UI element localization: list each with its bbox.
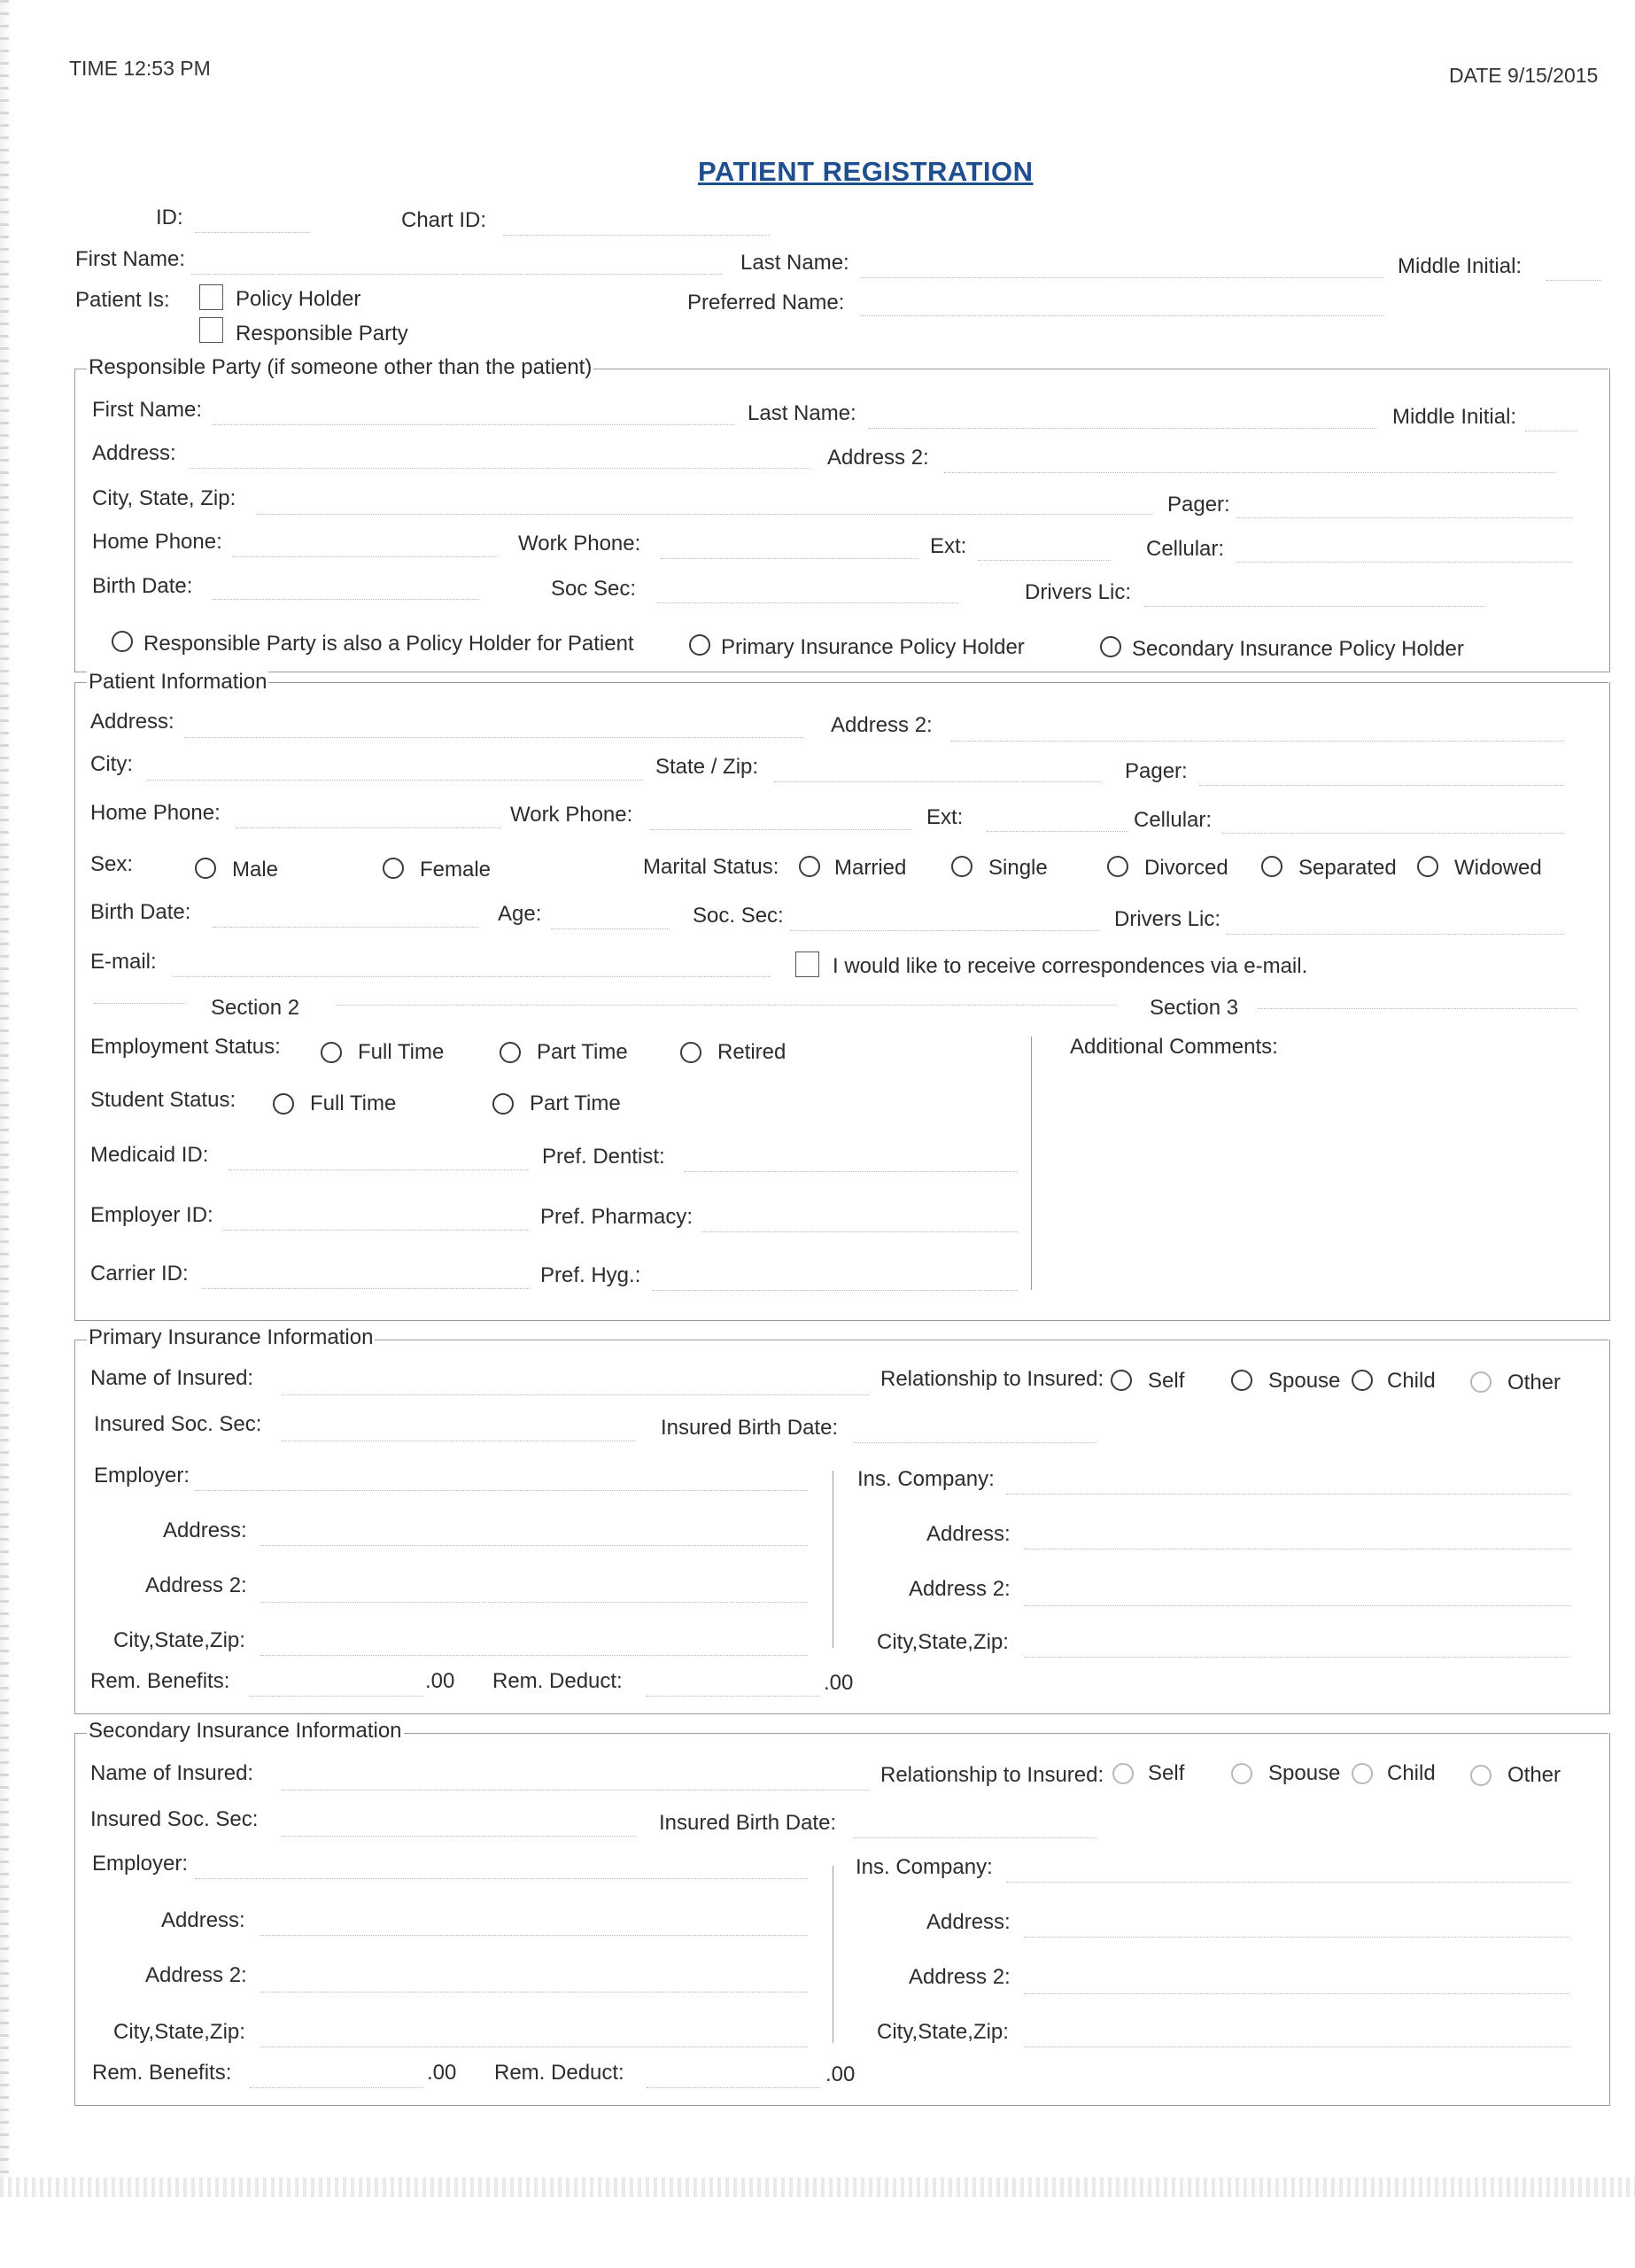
sec-spouse-radio[interactable]	[1231, 1763, 1252, 1784]
pri-city-label: City,State,Zip:	[113, 1628, 245, 1652]
pri-ins-address2-field[interactable]	[1024, 1605, 1569, 1606]
pt-city-field[interactable]	[147, 780, 643, 781]
last-name-label: Last Name:	[740, 251, 849, 275]
additional-comments-label: Additional Comments:	[1070, 1035, 1278, 1059]
rp-also-policy-label: Responsible Party is also a Policy Holder for Patient	[143, 632, 634, 656]
chart-id-label: Chart ID:	[401, 208, 487, 232]
pref-dentist-field[interactable]	[684, 1171, 1017, 1172]
rp-address2-label: Address 2:	[827, 446, 929, 470]
sec-spouse-label: Spouse	[1268, 1761, 1341, 1785]
pt-age-field[interactable]	[551, 928, 670, 929]
employer-id-label: Employer ID:	[90, 1203, 213, 1227]
sec-child-radio[interactable]	[1352, 1763, 1373, 1784]
pri-rem-deduct-field[interactable]	[647, 1696, 820, 1697]
sec-ins-address-label: Address:	[926, 1910, 1011, 1934]
pt-married-radio[interactable]	[799, 856, 820, 877]
rp-soc-sec-field[interactable]	[657, 602, 958, 603]
pri-address-label: Address:	[163, 1518, 247, 1542]
section3-label: Section 3	[1150, 996, 1239, 1020]
carrier-id-field[interactable]	[202, 1288, 530, 1289]
pri-relationship-label: Relationship to Insured:	[880, 1367, 1104, 1391]
sec-rem-deduct-label: Rem. Deduct:	[494, 2061, 624, 2085]
pri-ins-company-field[interactable]	[1006, 1494, 1569, 1495]
rp-pager-label: Pager:	[1167, 493, 1230, 517]
rp-cellular-label: Cellular:	[1146, 537, 1225, 561]
pt-email-opt-checkbox[interactable]	[795, 951, 819, 977]
secondary-section-label: Secondary Insurance Information	[89, 1719, 402, 1743]
rp-home-phone-field[interactable]	[232, 556, 498, 557]
sec-ins-company-field[interactable]	[1006, 1882, 1569, 1883]
rp-home-phone-label: Home Phone:	[92, 530, 222, 554]
sec-other-label: Other	[1507, 1763, 1561, 1787]
employer-id-field[interactable]	[223, 1230, 530, 1231]
rp-birth-date-field[interactable]	[213, 599, 478, 600]
print-time: TIME 12:53 PM	[69, 57, 211, 80]
preferred-name-field[interactable]	[861, 315, 1383, 316]
pri-rem-benefits-field[interactable]	[250, 1696, 423, 1697]
pt-cellular-label: Cellular:	[1134, 808, 1213, 832]
pt-birth-date-label: Birth Date:	[90, 900, 191, 924]
pt-home-phone-field[interactable]	[236, 827, 501, 828]
page-bottom-edge	[0, 2178, 1635, 2197]
pt-widowed-radio[interactable]	[1417, 856, 1438, 877]
pri-spouse-label: Spouse	[1268, 1369, 1341, 1393]
pt-divorced-radio[interactable]	[1107, 856, 1128, 877]
patient-section	[74, 682, 1610, 1321]
rp-also-policy-radio[interactable]	[112, 631, 133, 652]
pt-birth-date-field[interactable]	[213, 927, 478, 928]
rp-secondary-holder-label: Secondary Insurance Policy Holder	[1132, 637, 1464, 661]
pri-birth-date-field[interactable]	[854, 1442, 1096, 1443]
sec-other-radio[interactable]	[1470, 1765, 1492, 1786]
rp-last-name-field[interactable]	[868, 428, 1376, 429]
rp-primary-holder-label: Primary Insurance Policy Holder	[721, 635, 1025, 659]
section2-label: Section 2	[211, 996, 300, 1020]
primary-section-label: Primary Insurance Information	[89, 1325, 374, 1349]
pri-employer-label: Employer:	[94, 1464, 190, 1487]
pt-address2-field[interactable]	[951, 741, 1564, 742]
pt-home-phone-label: Home Phone:	[90, 801, 221, 825]
rp-first-name-field[interactable]	[213, 424, 735, 425]
pref-dentist-label: Pref. Dentist:	[542, 1145, 665, 1169]
policy-holder-checkbox[interactable]	[199, 284, 223, 310]
pt-age-label: Age:	[498, 902, 542, 926]
emp-full-time-radio[interactable]	[321, 1042, 342, 1063]
pt-male-label: Male	[232, 858, 279, 882]
pt-divorced-label: Divorced	[1144, 856, 1228, 880]
emp-retired-label: Retired	[717, 1040, 787, 1064]
pri-other-label: Other	[1507, 1371, 1561, 1394]
pt-single-radio[interactable]	[951, 856, 972, 877]
stu-part-time-radio[interactable]	[492, 1093, 514, 1115]
pref-hyg-label: Pref. Hyg.:	[540, 1263, 641, 1287]
pt-soc-sec-label: Soc. Sec:	[693, 904, 784, 928]
sec-ins-address2-field[interactable]	[1024, 1993, 1569, 1994]
page-title: PATIENT REGISTRATION	[698, 156, 1034, 187]
chart-id-field[interactable]	[503, 235, 769, 236]
pri-birth-date-label: Insured Birth Date:	[661, 1416, 839, 1440]
pt-widowed-label: Widowed	[1454, 856, 1542, 880]
pri-ins-city-field[interactable]	[1024, 1657, 1569, 1658]
emp-part-time-label: Part Time	[537, 1040, 628, 1064]
pri-child-radio[interactable]	[1352, 1370, 1373, 1391]
pref-pharmacy-label: Pref. Pharmacy:	[540, 1205, 694, 1229]
pri-ins-address2-label: Address 2:	[909, 1577, 1011, 1601]
pri-employer-field[interactable]	[195, 1490, 808, 1491]
pt-married-label: Married	[834, 856, 907, 880]
sec-self-label: Self	[1148, 1761, 1185, 1785]
pri-city-field[interactable]	[260, 1655, 808, 1656]
pt-separated-label: Separated	[1298, 856, 1397, 880]
sec-ins-city-label: City,State,Zip:	[877, 2020, 1009, 2044]
pri-rem-deduct-value: .00	[824, 1671, 854, 1695]
pt-separated-radio[interactable]	[1261, 856, 1282, 877]
pref-pharmacy-field[interactable]	[701, 1231, 1017, 1232]
emp-part-time-radio[interactable]	[500, 1042, 521, 1063]
pri-self-label: Self	[1148, 1369, 1185, 1393]
sec-city-label: City,State,Zip:	[113, 2020, 245, 2044]
pri-soc-sec-label: Insured Soc. Sec:	[94, 1412, 262, 1436]
sec-ins-address-field[interactable]	[1024, 1937, 1569, 1938]
perforated-edge	[0, 0, 9, 2197]
rp-middle-initial-label: Middle Initial:	[1392, 405, 1517, 429]
sec-name-label: Name of Insured:	[90, 1761, 254, 1785]
section-divider-mid	[337, 1005, 1116, 1006]
pri-other-radio[interactable]	[1470, 1371, 1492, 1393]
sec-relationship-label: Relationship to Insured:	[880, 1763, 1104, 1787]
pt-soc-sec-field[interactable]	[790, 930, 1100, 931]
rp-primary-holder-radio[interactable]	[689, 634, 710, 656]
pri-address2-label: Address 2:	[145, 1573, 247, 1597]
patient-section-label: Patient Information	[89, 670, 267, 694]
section-vertical-divider	[1031, 1037, 1032, 1290]
pt-address2-label: Address 2:	[831, 713, 933, 737]
pt-drivers-lic-field[interactable]	[1226, 934, 1564, 935]
pt-work-phone-label: Work Phone:	[510, 803, 633, 827]
id-field[interactable]	[195, 232, 310, 233]
middle-initial-field[interactable]	[1546, 280, 1601, 281]
sec-birth-date-label: Insured Birth Date:	[659, 1811, 837, 1835]
pt-email-label: E-mail:	[90, 950, 157, 974]
sec-ins-address2-label: Address 2:	[909, 1965, 1011, 1989]
employment-status-label: Employment Status:	[90, 1035, 281, 1059]
pt-drivers-lic-label: Drivers Lic:	[1114, 907, 1221, 931]
rp-city-state-zip-label: City, State, Zip:	[92, 486, 236, 510]
pt-single-label: Single	[988, 856, 1048, 880]
sec-rem-benefits-field[interactable]	[250, 2087, 423, 2088]
pt-ext-field[interactable]	[987, 831, 1128, 832]
pt-state-zip-field[interactable]	[774, 781, 1102, 782]
sec-birth-date-field[interactable]	[854, 1837, 1096, 1838]
pri-ins-company-label: Ins. Company:	[857, 1467, 995, 1491]
rp-first-name-label: First Name:	[92, 398, 203, 422]
primary-insurance-section	[74, 1340, 1610, 1714]
section3-divider-right	[1258, 1008, 1577, 1009]
rp-birth-date-label: Birth Date:	[92, 574, 193, 598]
rp-pager-field[interactable]	[1236, 517, 1573, 518]
sec-child-label: Child	[1387, 1761, 1436, 1785]
rp-address-label: Address:	[92, 441, 176, 465]
pt-state-zip-label: State / Zip:	[655, 755, 759, 779]
preferred-name-label: Preferred Name:	[687, 291, 845, 315]
pri-child-label: Child	[1387, 1369, 1436, 1393]
pri-rem-benefits-value: .00	[425, 1669, 455, 1693]
first-name-label: First Name:	[75, 247, 186, 271]
rp-soc-sec-label: Soc Sec:	[551, 577, 637, 601]
pt-pager-label: Pager:	[1125, 759, 1188, 783]
pri-self-radio[interactable]	[1111, 1370, 1132, 1391]
rp-work-phone-field[interactable]	[661, 558, 918, 559]
section2-divider-left	[94, 1003, 186, 1004]
carrier-id-label: Carrier ID:	[90, 1262, 189, 1285]
sec-address-field[interactable]	[260, 1935, 808, 1936]
patient-is-label: Patient Is:	[75, 288, 170, 312]
sec-rem-benefits-label: Rem. Benefits:	[92, 2061, 232, 2085]
pt-work-phone-field[interactable]	[650, 829, 912, 830]
pri-name-label: Name of Insured:	[90, 1366, 254, 1390]
pt-female-radio[interactable]	[383, 858, 404, 879]
first-name-field[interactable]	[191, 274, 723, 275]
pt-male-radio[interactable]	[195, 858, 216, 879]
sec-ins-company-label: Ins. Company:	[856, 1855, 993, 1879]
print-date: DATE 9/15/2015	[1449, 64, 1599, 87]
stu-full-time-label: Full Time	[310, 1091, 397, 1115]
responsible-section-label: Responsible Party (if someone other than the patient)	[89, 355, 593, 379]
pt-email-opt-label: I would like to receive correspondences via e-mail.	[833, 954, 1308, 978]
pri-name-field[interactable]	[282, 1394, 870, 1395]
pt-city-label: City:	[90, 752, 133, 776]
middle-initial-label: Middle Initial:	[1398, 254, 1523, 278]
emp-retired-radio[interactable]	[680, 1042, 701, 1063]
pri-ins-address-field[interactable]	[1024, 1549, 1569, 1550]
pt-address-field[interactable]	[184, 737, 804, 738]
rp-last-name-label: Last Name:	[748, 401, 856, 425]
student-status-label: Student Status:	[90, 1088, 236, 1112]
pri-address2-field[interactable]	[260, 1602, 808, 1603]
sec-rem-deduct-value: .00	[825, 2062, 856, 2086]
medicaid-id-field[interactable]	[229, 1169, 530, 1170]
rp-drivers-lic-field[interactable]	[1144, 606, 1484, 607]
stu-full-time-radio[interactable]	[273, 1093, 294, 1115]
pt-sex-label: Sex:	[90, 852, 134, 876]
rp-drivers-lic-label: Drivers Lic:	[1025, 580, 1132, 604]
sec-employer-field[interactable]	[195, 1878, 808, 1879]
pri-rem-benefits-label: Rem. Benefits:	[90, 1669, 230, 1693]
rp-address-field[interactable]	[190, 468, 810, 469]
sec-rem-deduct-field[interactable]	[647, 2087, 820, 2088]
pri-rem-deduct-label: Rem. Deduct:	[492, 1669, 623, 1693]
rp-ext-label: Ext:	[930, 534, 967, 558]
pt-cellular-field[interactable]	[1222, 833, 1564, 834]
emp-full-time-label: Full Time	[358, 1040, 445, 1064]
pri-spouse-radio[interactable]	[1231, 1370, 1252, 1391]
pri-address-field[interactable]	[260, 1545, 808, 1546]
pt-ext-label: Ext:	[926, 805, 964, 829]
pt-address-label: Address:	[90, 710, 174, 734]
medicaid-id-label: Medicaid ID:	[90, 1143, 209, 1167]
stu-part-time-label: Part Time	[530, 1091, 621, 1115]
rp-cellular-field[interactable]	[1236, 562, 1573, 563]
pt-female-label: Female	[420, 858, 492, 882]
pref-hyg-field[interactable]	[652, 1290, 1017, 1291]
rp-work-phone-label: Work Phone:	[518, 532, 641, 555]
rp-address2-field[interactable]	[944, 472, 1555, 473]
rp-secondary-holder-radio[interactable]	[1100, 636, 1121, 657]
pt-pager-field[interactable]	[1199, 785, 1564, 786]
sec-soc-sec-field[interactable]	[282, 1836, 636, 1837]
rp-ext-field[interactable]	[978, 560, 1111, 561]
id-label: ID:	[156, 206, 183, 229]
responsible-party-checkbox[interactable]	[199, 317, 223, 343]
pri-ins-address-label: Address:	[926, 1522, 1011, 1546]
sec-rem-benefits-value: .00	[427, 2061, 457, 2085]
pt-email-field[interactable]	[174, 976, 771, 977]
sec-employer-label: Employer:	[92, 1852, 189, 1876]
sec-self-radio[interactable]	[1112, 1763, 1134, 1784]
pri-ins-city-label: City,State,Zip:	[877, 1630, 1009, 1654]
policy-holder-label: Policy Holder	[236, 287, 361, 311]
sec-address-label: Address:	[161, 1908, 245, 1932]
sec-address2-label: Address 2:	[145, 1963, 247, 1987]
sec-soc-sec-label: Insured Soc. Sec:	[90, 1807, 259, 1831]
responsible-party-label: Responsible Party	[236, 322, 408, 346]
rp-city-state-zip-field[interactable]	[257, 514, 1151, 515]
last-name-field[interactable]	[861, 277, 1383, 278]
pt-marital-label: Marital Status:	[643, 855, 779, 879]
